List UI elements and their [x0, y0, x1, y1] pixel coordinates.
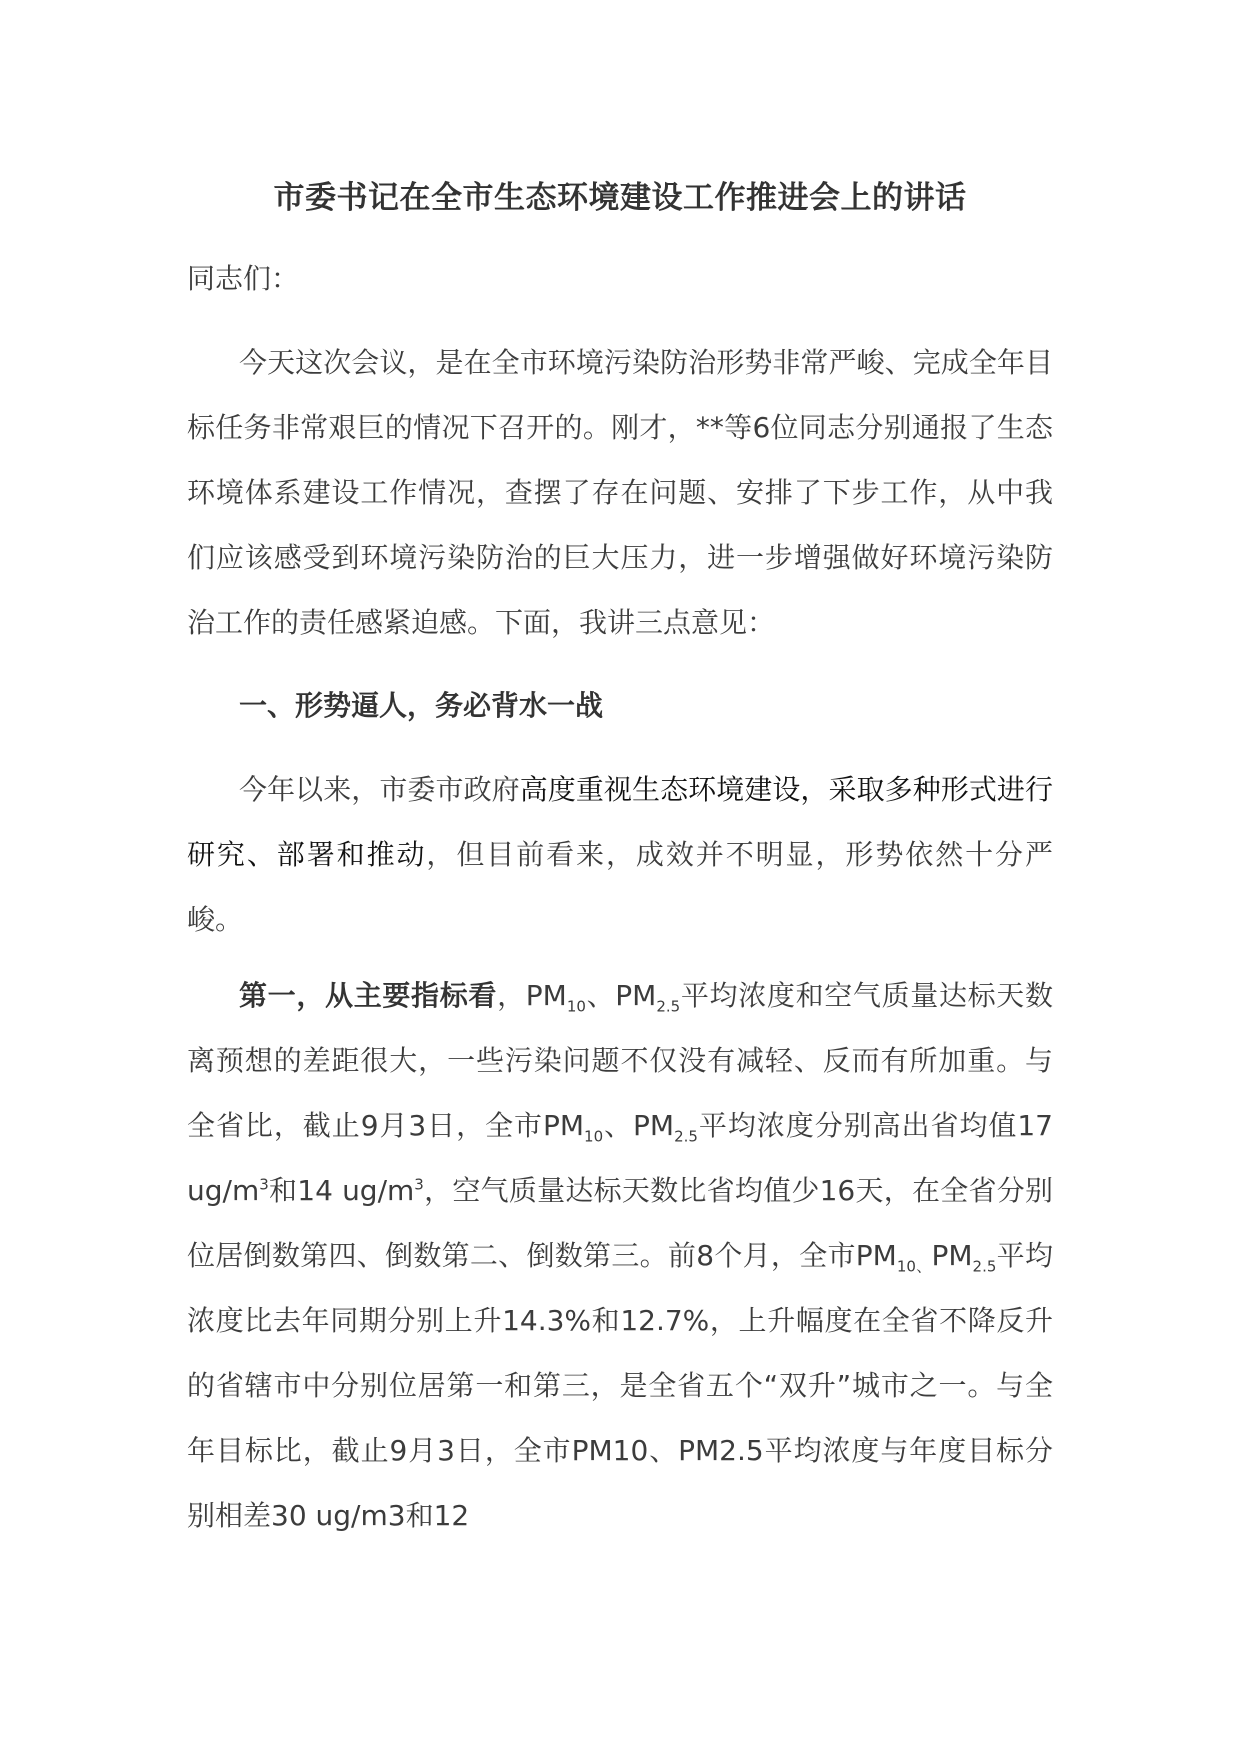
paragraph-indicators	[187, 963, 1053, 1548]
para3-t3: 平均浓度和空气质量达标天数离预想的差距很大，一些污染问题不仅没有减轻、反而有所加重。与全省比，截止9月3日，全市PM	[187, 979, 1053, 1142]
para3-s2: 2.5	[656, 997, 681, 1016]
para3-t9: 平均浓度比去年同期分别上升14.3%和12.7%，上升幅度在全省不降反升的省辖市中分别位居第一和第三，是全省五个“双升”城市之一。与全年目标比，截止9月3日，全市PM10、PM2.5平均浓度与年度目标分别相差30 ug/m3和12	[187, 1239, 1053, 1532]
para3-lead: 第一，从主要指标看	[239, 979, 498, 1012]
document-title: 市委书记在全市生态环境建设工作推进会上的讲话	[273, 180, 967, 216]
para3-s6: 2.5	[972, 1257, 997, 1276]
paragraph-intro	[187, 330, 1053, 655]
salutation-text: 同志们：	[187, 262, 300, 295]
para3-t2: 、PM	[585, 979, 657, 1012]
para3-t5: 平均浓度分别高出省均值17 ug/m	[187, 1109, 1053, 1207]
para3-u2: 3	[414, 1175, 424, 1194]
para3-s4: 2.5	[674, 1127, 698, 1146]
para2-emphasis: 高度重视生态环境建设，采取多种形式进行研究、部署和推动	[187, 773, 1053, 871]
para2-part-a: 今年以来，市委市政府	[239, 773, 520, 806]
para3-t6: 和14 ug/m	[268, 1174, 415, 1207]
para3-t4: 、PM	[603, 1109, 675, 1142]
para3-s3: 10	[584, 1127, 604, 1146]
paragraph-situation	[187, 757, 1053, 952]
para3-t8: PM	[931, 1239, 973, 1272]
para3-u1: 3	[259, 1175, 269, 1194]
para2-part-c: ，但目前看来，成效并不明显，形势依然十分严峻。	[187, 838, 1053, 936]
para3-s5: 10、	[896, 1257, 932, 1276]
para3-t7: ，空气质量达标天数比省均值少16天，在全省分别位居倒数第四、倒数第二、倒数第三。前8个月，全市PM	[187, 1174, 1053, 1272]
paragraph-situation-text	[187, 757, 1053, 952]
para3-t1: ，PM	[497, 979, 567, 1012]
salutation	[187, 246, 1053, 311]
paragraph-indicators-text	[187, 963, 1053, 1548]
section-heading-1	[187, 673, 1053, 738]
para3-s1: 10	[566, 997, 586, 1016]
paragraph-intro-text: 今天这次会议，是在全市环境污染防治形势非常严峻、完成全年目标任务非常艰巨的情况下召开的。刚才，**等6位同志分别通报了生态环境体系建设工作情况，查摆了存在问题、安排了下步工作，从中我们应该感受到环境污染防治的巨大压力，进一步增强做好环境污染防治工作的责任感紧迫感。下面，我讲三点意见：	[187, 346, 1053, 639]
section-heading-1-text: 一、形势逼人，务必背水一战	[239, 689, 604, 722]
